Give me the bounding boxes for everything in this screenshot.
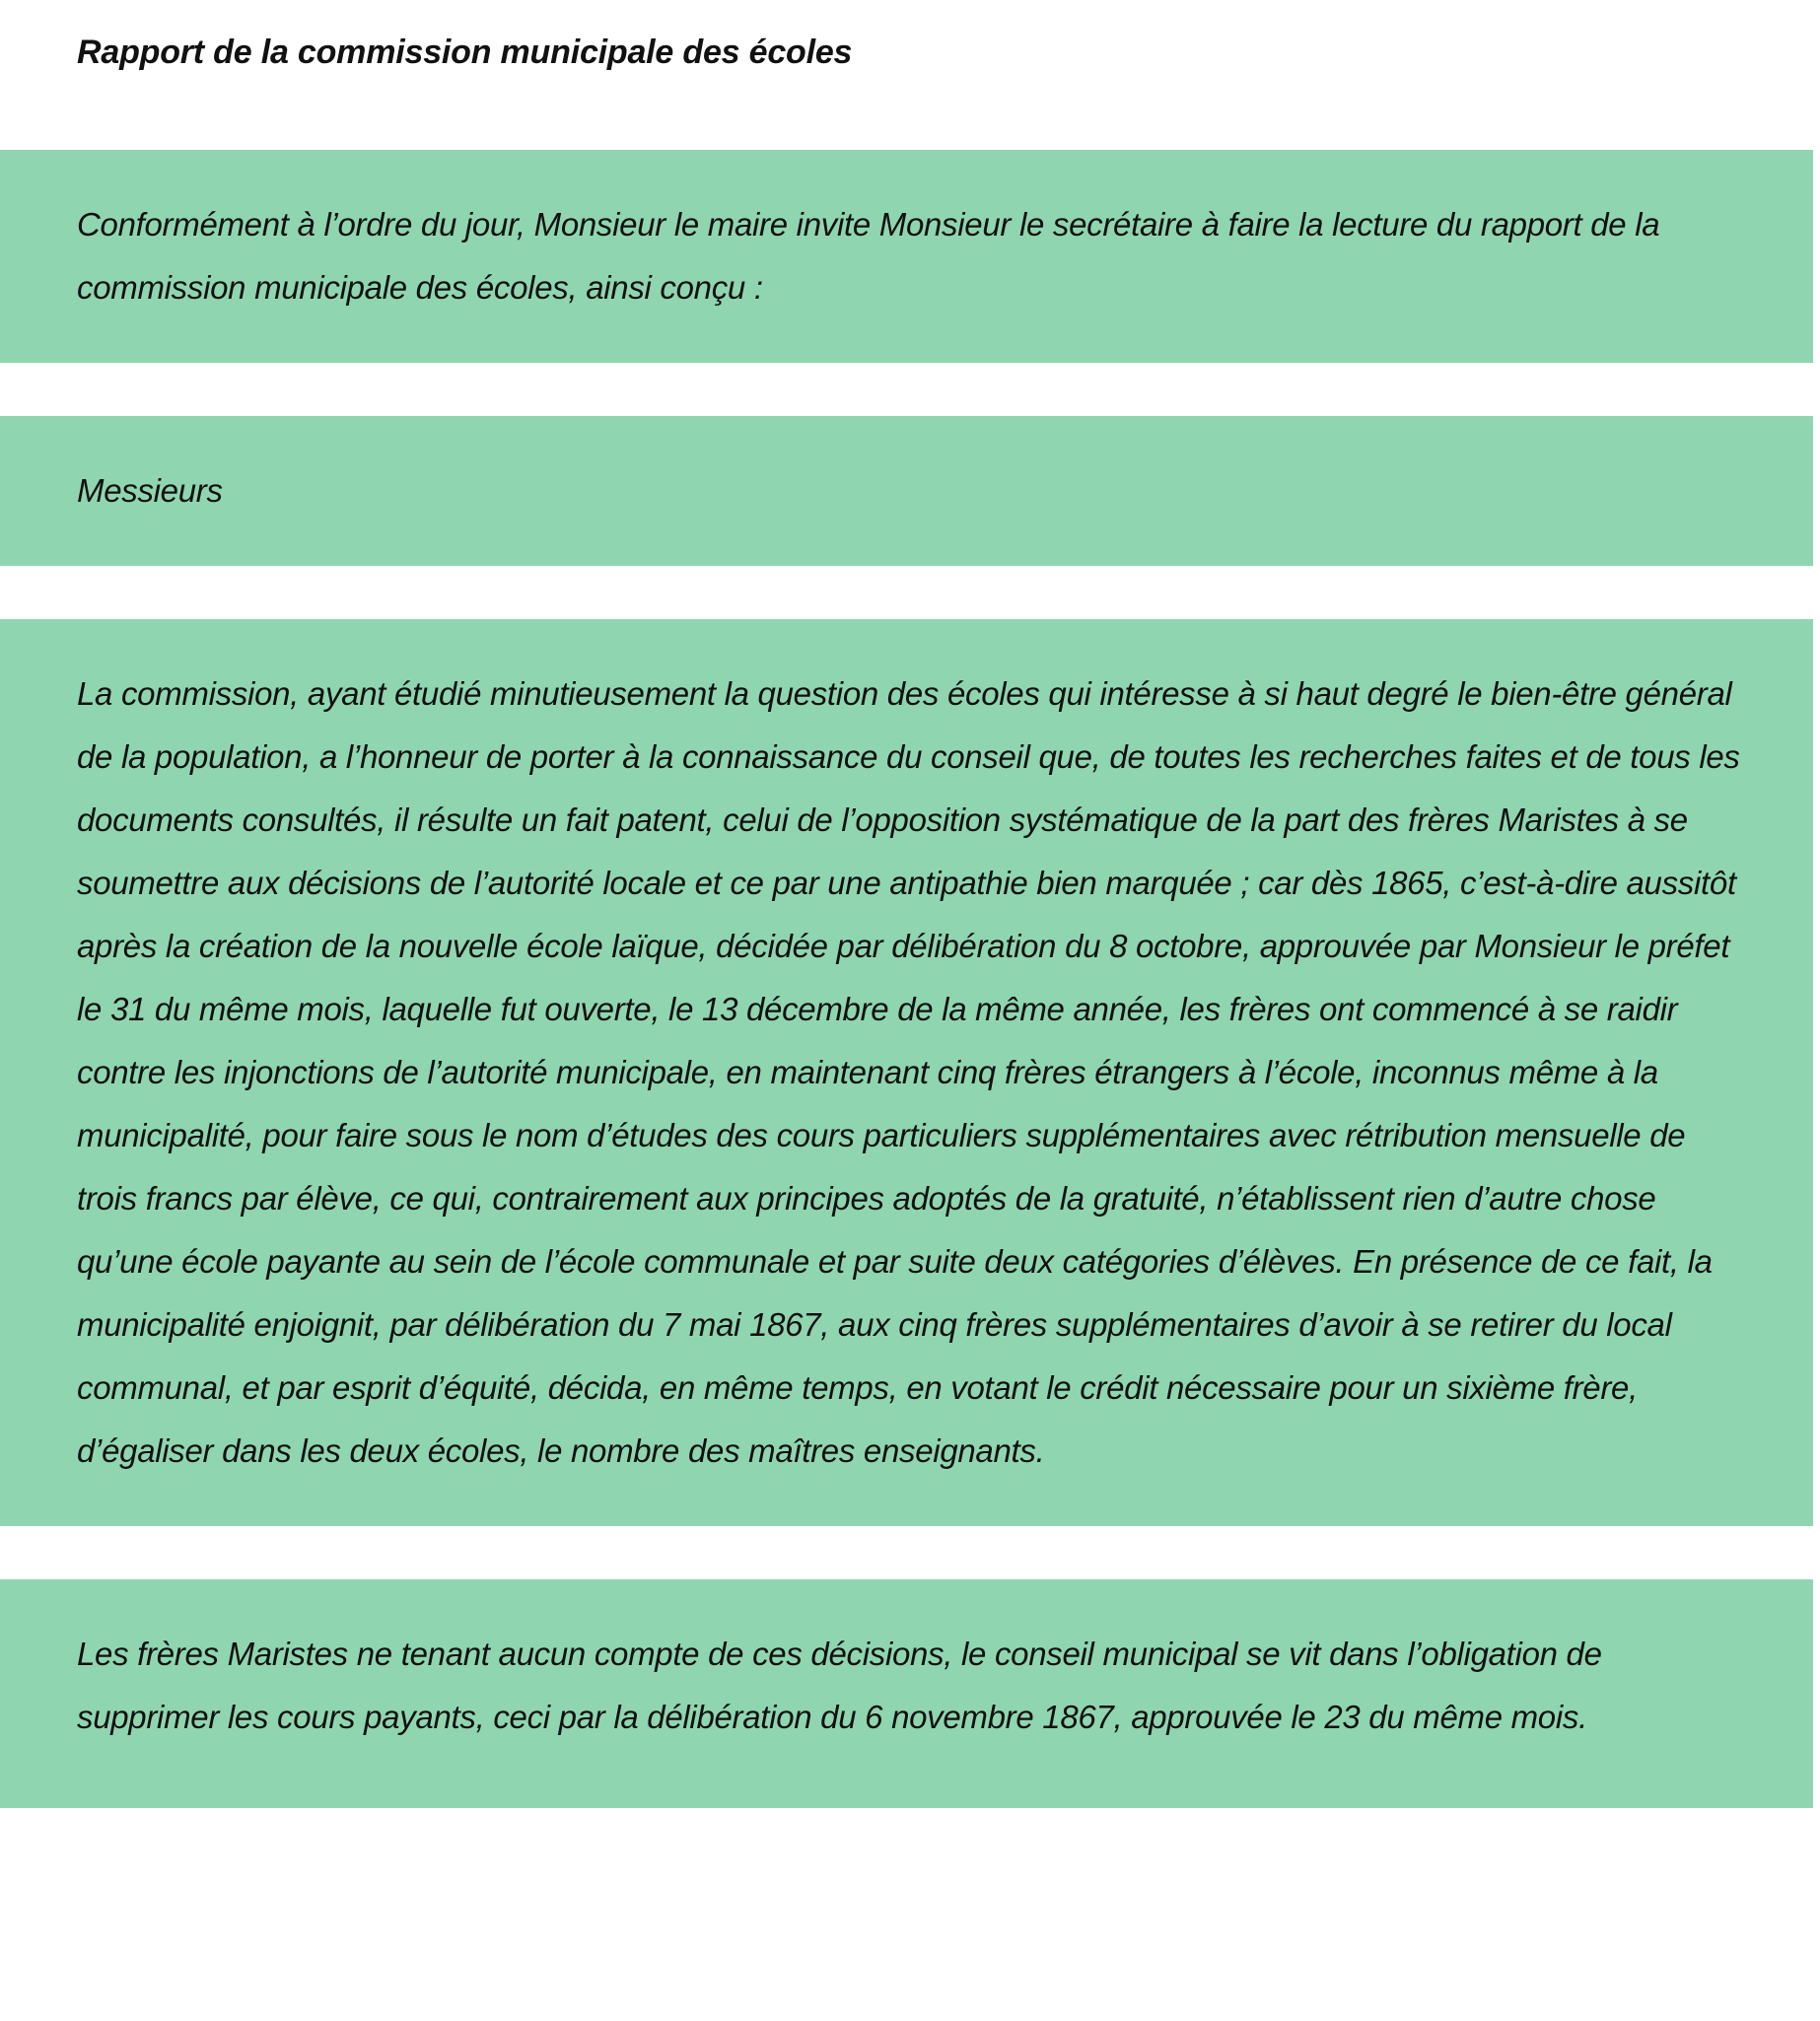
highlighted-paragraph-intro[interactable]: Conformément à l’ordre du jour, Monsieur le maire invite Monsieur le secrétaire à faire la lecture du rapport de la commission municipale des écoles, ainsi conçu : xyxy=(0,150,1813,363)
highlighted-paragraph-report-body[interactable]: La commission, ayant étudié minutieusement la question des écoles qui intéresse à si haut degré le bien-être général de la population, a l’honneur de porter à la connaissance du conseil que, de toutes les recherches faites et de tous les documents consultés, il résulte un fait patent, celui de l’opposition systématique de la part des frères Maristes à se soumettre aux décisions de l’autorité locale et ce par une antipathie bien marquée ; car dès 1865, c’est-à-dire aussitôt après la création de la nouvelle école laïque, décidée par délibération du 8 octobre, approuvée par Monsieur le préfet le 31 du même mois, laquelle fut ouverte, le 13 décembre de la même année, les frères ont commencé à se raidir contre les injonctions de l’autorité municipale, en maintenant cinq frères étrangers à l’école, inconnus même à la municipalité, pour faire sous le nom d’études des cours particuliers supplémentaires avec rétribution mensuelle de trois francs par élève, ce qui, contrairement aux principes adoptés de la gratuité, n’établissent rien d’autre chose qu’une école payante au sein de l’école communale et par suite deux catégories d’élèves. En présence de ce fait, la municipalité enjoignit, par délibération du 7 mai 1867, aux cinq frères supplémentaires d’avoir à se retirer du local communal, et par esprit d’équité, décida, en même temps, en votant le crédit nécessaire pour un sixième frère, d’égaliser dans les deux écoles, le nombre des maîtres enseignants. xyxy=(0,619,1813,1526)
highlighted-paragraph-conclusion[interactable]: Les frères Maristes ne tenant aucun compte de ces décisions, le conseil municipal se vit dans l’obligation de supprimer les cours payants, ceci par la délibération du 6 novembre 1867, approuvée le 23 du même mois. xyxy=(0,1579,1813,1808)
document-title: Rapport de la commission municipale des écoles xyxy=(77,34,853,71)
highlighted-paragraph-salutation[interactable]: Messieurs xyxy=(0,416,1813,566)
